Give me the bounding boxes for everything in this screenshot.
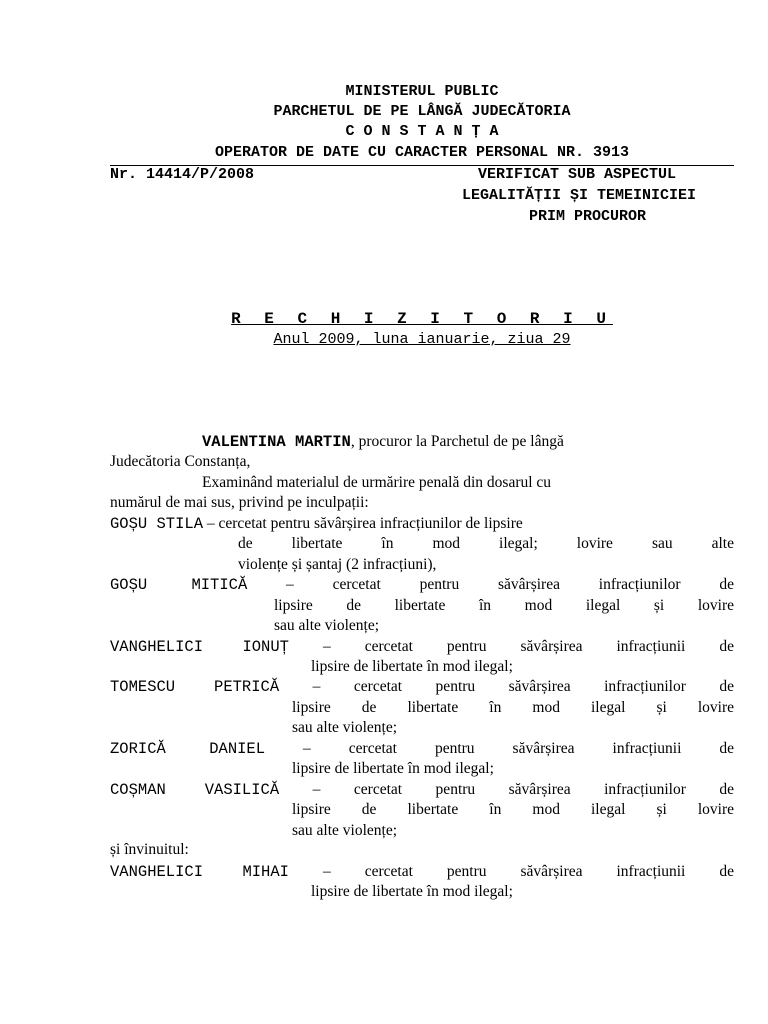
suspect-name: VANGHELICI MIHAI [110, 863, 289, 881]
prosecutor-role: , procuror la Parchetul de pe lângă [350, 433, 564, 450]
defendant-entry [110, 514, 734, 534]
defendant-charge-cont: lipsire de libertate în mod ilegal; [311, 658, 513, 675]
suspect-entry [110, 862, 734, 882]
case-number: Nr. 14414/P/2008 [110, 166, 255, 183]
document-title: R E C H I Z I T O R I U [231, 310, 613, 328]
defendant-charge-cont: de libertate în mod ilegal; lovire sau alte [238, 535, 734, 552]
defendant-charge: – cercetat pentru săvârșirea infracțiunii de [288, 638, 734, 655]
suspect-charge-cont: lipsire de libertate în mod ilegal; [311, 883, 513, 900]
header-city: C O N S T A N Ț A [345, 123, 499, 140]
defendant-charge-cont: sau alte violențe; [292, 822, 398, 839]
suspect-intro: și învinuitul: [110, 841, 189, 858]
suspect-charge: – cercetat pentru săvârșirea infracțiunii de [288, 863, 734, 880]
defendant-entry [110, 677, 734, 697]
defendant-name: VANGHELICI IONUȚ [110, 638, 289, 656]
prosecutor-role-cont: Judecătoria Constanța, [110, 453, 251, 470]
document-date: Anul 2009, luna ianuarie, ziua 29 [273, 331, 571, 348]
defendant-name: GOȘU STILA [110, 515, 204, 533]
defendant-charge: – cercetat pentru săvârșirea infracțiunilor de lipsire [203, 515, 523, 532]
defendant-charge: – cercetat pentru săvârșirea infracțiunilor de [279, 781, 735, 798]
defendant-charge-cont: lipsire de libertate în mod ilegal și lovire [274, 597, 734, 614]
defendant-charge-cont: lipsire de libertate în mod ilegal și lovire [292, 699, 734, 716]
defendant-entry [110, 739, 734, 759]
verified-line-2: LEGALITĂȚII ȘI TEMEINICIEI [462, 187, 697, 204]
defendant-charge-cont: sau alte violențe; [274, 617, 380, 634]
defendant-charge-cont: violențe și șantaj (2 infracțiuni), [238, 556, 437, 573]
header-ministry: MINISTERUL PUBLIC [345, 83, 499, 100]
defendant-name: ZORICĂ DANIEL [110, 740, 266, 758]
defendant-charge-cont: lipsire de libertate în mod ilegal și lovire [292, 801, 734, 818]
defendant-entry [110, 637, 734, 657]
defendant-charge: – cercetat pentru săvârșirea infracțiunilor de [247, 576, 734, 593]
exam-line-2: numărul de mai sus, privind pe inculpații: [110, 494, 369, 511]
intro-paragraph [110, 432, 734, 452]
defendant-entry [110, 780, 734, 800]
exam-line-1: Examinând materialul de urmărire penală din dosarul cu [202, 474, 552, 491]
defendant-name: TOMESCU PETRICĂ [110, 678, 280, 696]
verified-line-3: PRIM PROCUROR [529, 208, 647, 225]
prosecutor-name: VALENTINA MARTIN [202, 433, 351, 451]
defendant-charge-cont: lipsire de libertate în mod ilegal; [292, 760, 494, 777]
header-operator: OPERATOR DE DATE CU CARACTER PERSONAL NR. 3913 [214, 144, 630, 161]
defendant-entry [110, 575, 734, 595]
defendant-charge: – cercetat pentru săvârșirea infracțiunii de [265, 740, 734, 757]
defendant-name: GOȘU MITICĂ [110, 576, 248, 594]
verified-line-1: VERIFICAT SUB ASPECTUL [478, 166, 677, 183]
defendant-name: COȘMAN VASILICĂ [110, 781, 280, 799]
defendant-charge-cont: sau alte violențe; [292, 719, 398, 736]
defendant-charge: – cercetat pentru săvârșirea infracțiunilor de [279, 678, 735, 695]
header-office: PARCHETUL DE PE LÂNGĂ JUDECĂTORIA [273, 103, 571, 120]
